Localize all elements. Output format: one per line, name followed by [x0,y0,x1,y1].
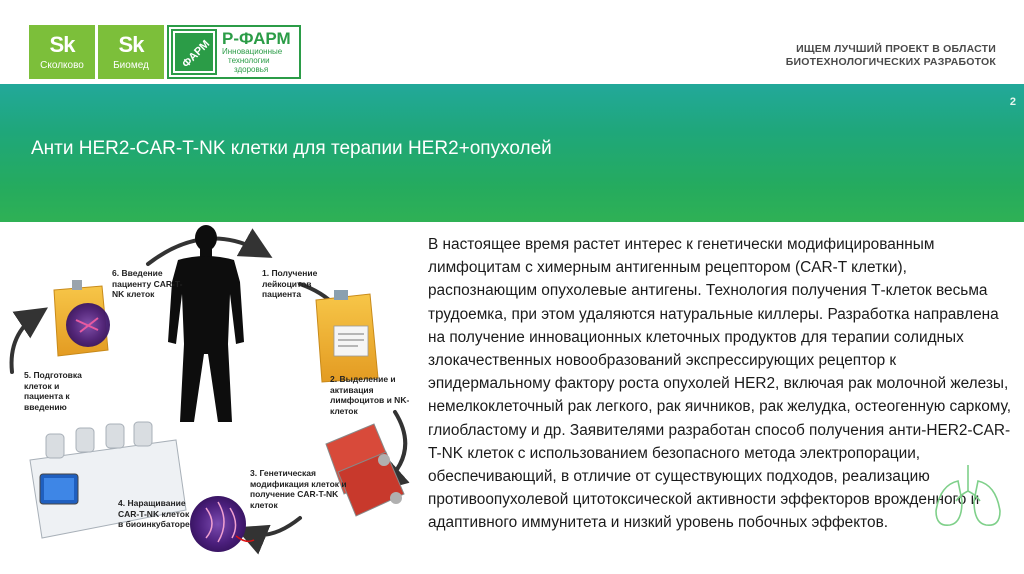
rpharm-emblem-icon [171,29,217,75]
step-label-6: 6. Введение пациенту CAR-T- NK клеток [112,268,183,299]
step-label-5: 5. Подготовка клеток и пациента к введению [24,370,82,412]
car-t-nk-cell-icon [190,496,254,552]
skolkovo-logo-mark: Sk [49,31,75,57]
tagline-line-1: ИЩЕМ ЛУЧШИЙ ПРОЕКТ В ОБЛАСТИ [796,43,996,55]
step-label-2: 2. Выделение и активация лимфоцитов и NK- клеток [330,374,410,416]
skolkovo-logo [29,25,95,79]
biomed-logo-mark: Sk [118,31,144,57]
title-band [0,84,1024,222]
tagline-line-2: БИОТЕХНОЛОГИЧЕСКИХ РАЗРАБОТОК [785,56,996,68]
slide-number: 2 [1009,96,1016,108]
patient-silhouette-icon [168,225,244,422]
step-label-4: 4. Наращивание CAR-T-NK клеток в биоинкубаторе [118,498,190,529]
step-label-3: 3. Генетическая модификация клеток и получение CAR-T-NK клеток [250,468,347,510]
rpharm-sub-1: Инновационные [222,47,283,56]
rpharm-name: Р-ФАРМ [222,29,291,48]
blood-bag-icon [54,280,110,356]
donor-blood-bag-icon [316,290,378,382]
logo-bar [29,25,301,79]
rpharm-sub-3: здоровья [234,65,269,74]
lungs-icon [928,461,1008,531]
rpharm-logo [167,25,301,79]
skolkovo-logo-name: Сколково [40,59,84,71]
slide-title: Анти HER2-CAR-T-NK клетки для терапии HER2+опухолей [31,138,552,159]
body-paragraph: В настоящее время растет интерес к генетически модифицированным лимфоцитам с химерным антигенным рецептором (CAR-T клетки), распознающим опухолевые антигены. Технология получения Т-клеток весьма трудоемка, при этом удаляются натуральные киллеры. Разработка направлена на получение инновационных клеточных продуктов для терапии солидных злокачественных новообразований экспрессирующих рецептор к эпидермальному фактору роста опухолей HER2, включая рак молочной железы, немелкоклеточный рак легкого, рак яичников, рак желудка, остеогенную саркому, глиобластому и др. Заявителями разработан способ получения анти-HER2-CAR-T-NK клеток с использованием безопасного метода электропорации, обеспечивающий, в отличие от существующих подходов, реализацию противоопухолевой цитотоксической активности эффекторов врожденного и адаптивного иммунитета и низкий уровень побочных эффектов. [428,236,1011,532]
skolkovo-biomed-logo [98,25,164,79]
arrow-5-to-6 [12,314,38,372]
step-label-1: 1. Получение лейкоцитов пациента [262,268,318,299]
header-tagline [766,43,996,69]
arrow-3-to-4 [246,518,300,535]
rpharm-sub-2: технологии [228,56,270,65]
therapy-cycle-diagram [0,222,420,574]
svg-text:ФАРМ: ФАРМ [180,38,213,71]
biomed-logo-name: Биомед [113,59,149,71]
